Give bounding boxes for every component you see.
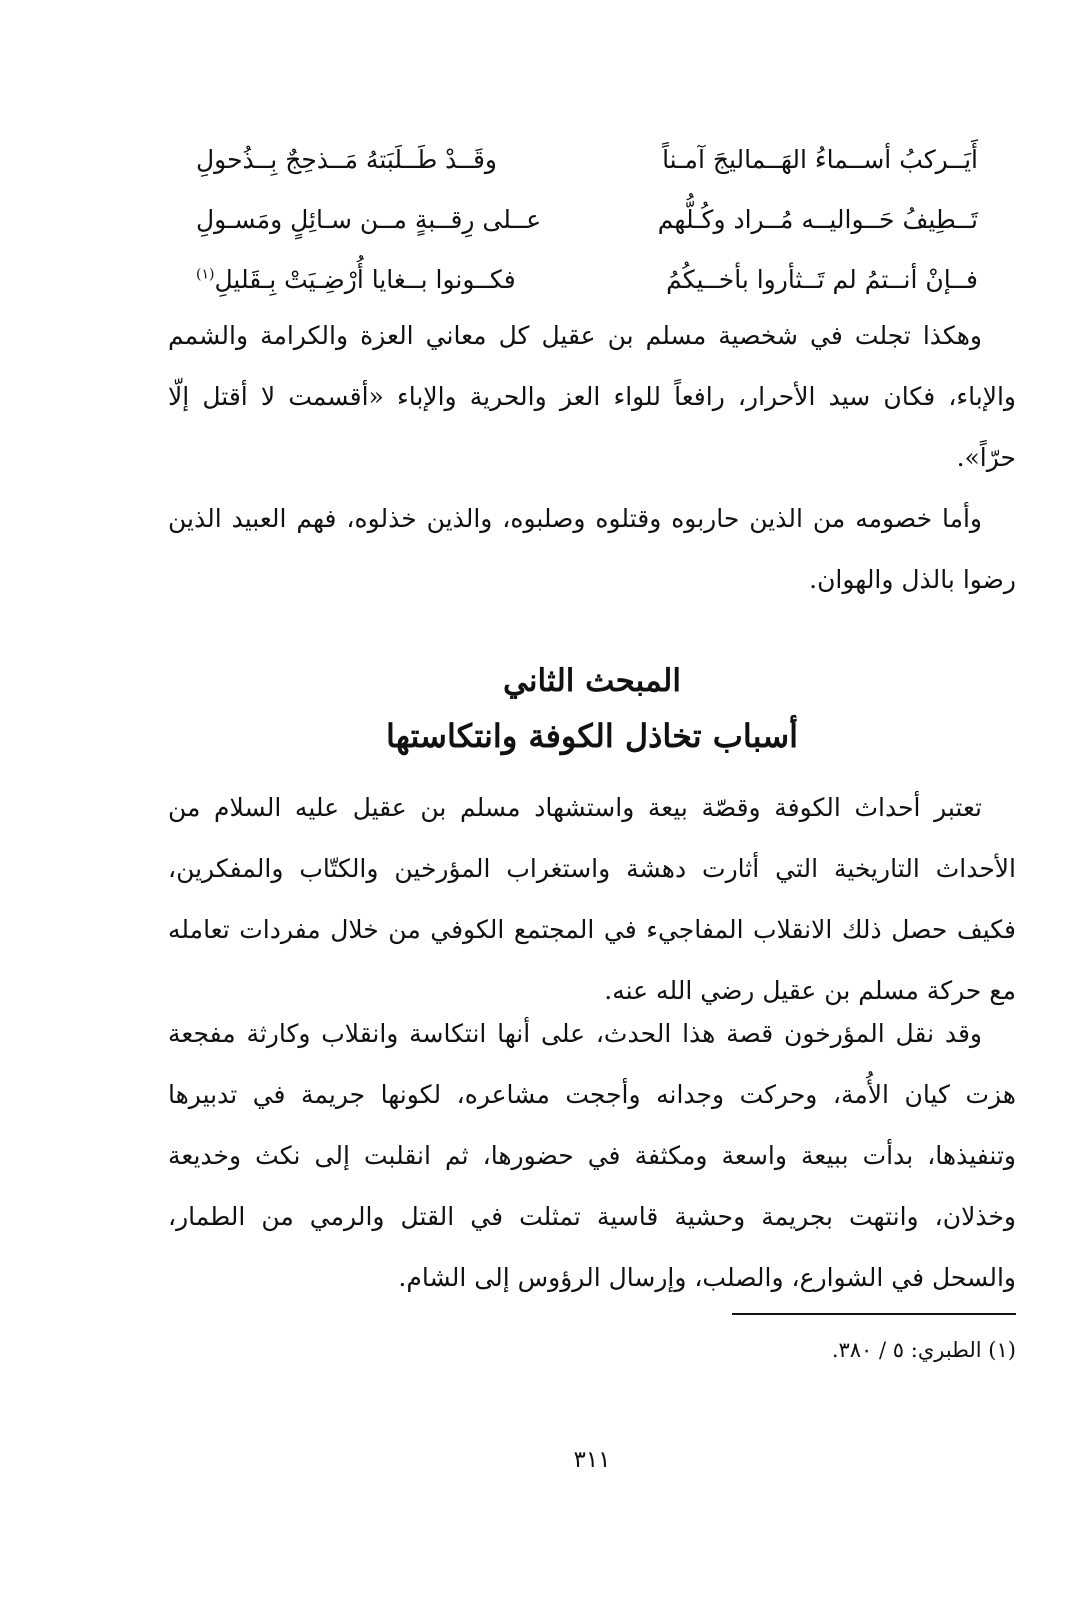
verse-right-hemistich: أَيَــركبُ أســماءُ الهَــماليجَ آمـناً — [662, 145, 978, 174]
verse-left-text: فكــونوا بــغايا أُرْضِـيَتْ بِـقَليلِ — [214, 265, 516, 294]
paragraph-2 — [168, 488, 1016, 610]
verse-right-hemistich: تَــطِيفُ حَــواليــه مُــراد وكُـلُّهم — [657, 205, 978, 234]
footnote-divider — [732, 1313, 1016, 1315]
paragraph-3 — [168, 777, 1016, 1021]
poem-verse — [168, 130, 1016, 190]
footnote: (١) الطبري: ٥ / ٣٨٠. — [831, 1338, 1016, 1362]
section-number-heading: المبحث الثاني — [503, 663, 681, 699]
paragraph-text: وأما خصومه من الذين حاربوه وقتلوه وصلبوه، والذين خذلوه، فهم العبيد الذين رضوا بالذل والهوان. — [168, 504, 1016, 594]
paragraph-text: وقد نقل المؤرخون قصة هذا الحدث، على أنها انتكاسة وانقلاب وكارثة مفجعة هزت كيان الأُمة، وحركت وجدانه وأججت مشاعره، لكونها جريمة في تدبيرها وتنفيذها، بدأت ببيعة واسعة ومكثفة في حضورها، ثم انقلبت إلى نكث وخديعة وخذلان، وانتهت بجريمة وحشية قاسية تمثلت في القتل والرمي من الطمار، والسحل في الشوارع، والصلب، وإرسال الرؤوس إلى الشام. — [168, 1019, 1016, 1292]
page-number: ٣١١ — [573, 1447, 611, 1473]
footnote-marker: (١) — [196, 266, 215, 283]
poem-verse — [168, 250, 1016, 310]
paragraph-4 — [168, 1003, 1016, 1308]
poem-verse — [168, 190, 1016, 250]
verse-left-hemistich: وقَــدْ طَــلَبَتهُ مَــذحِجٌ بِــذُحولِ — [196, 145, 497, 174]
section-title-heading: أسباب تخاذل الكوفة وانتكاستها — [385, 717, 799, 755]
paragraph-text: وهكذا تجلت في شخصية مسلم بن عقيل كل معاني العزة والكرامة والشمم والإباء، فكان سيد الأحرار، رافعاً للواء العز والحرية والإباء «أقسمت لا أقتل إلّا حرّاً». — [168, 321, 1016, 472]
paragraph-text: تعتبر أحداث الكوفة وقصّة بيعة واستشهاد مسلم بن عقيل عليه السلام من الأحداث التاريخية التي أثارت دهشة واستغراب المؤرخين والكتّاب والمفكرين، فكيف حصل ذلك الانقلاب المفاجيء في المجتمع الكوفي من خلال مفردات تعامله مع حركة مسلم بن عقيل رضي الله عنه. — [168, 793, 1016, 1005]
paragraph-1 — [168, 305, 1016, 488]
verse-right-hemistich: فــإنْ أنــتمُ لم تَــثأروا بأخــيكُمُ — [666, 265, 978, 294]
verse-left-hemistich: عــلى رِقــبةٍ مــن سـائِلٍ ومَسـولِ — [196, 205, 542, 234]
poem — [168, 130, 1016, 310]
verse-left-hemistich — [196, 250, 516, 310]
